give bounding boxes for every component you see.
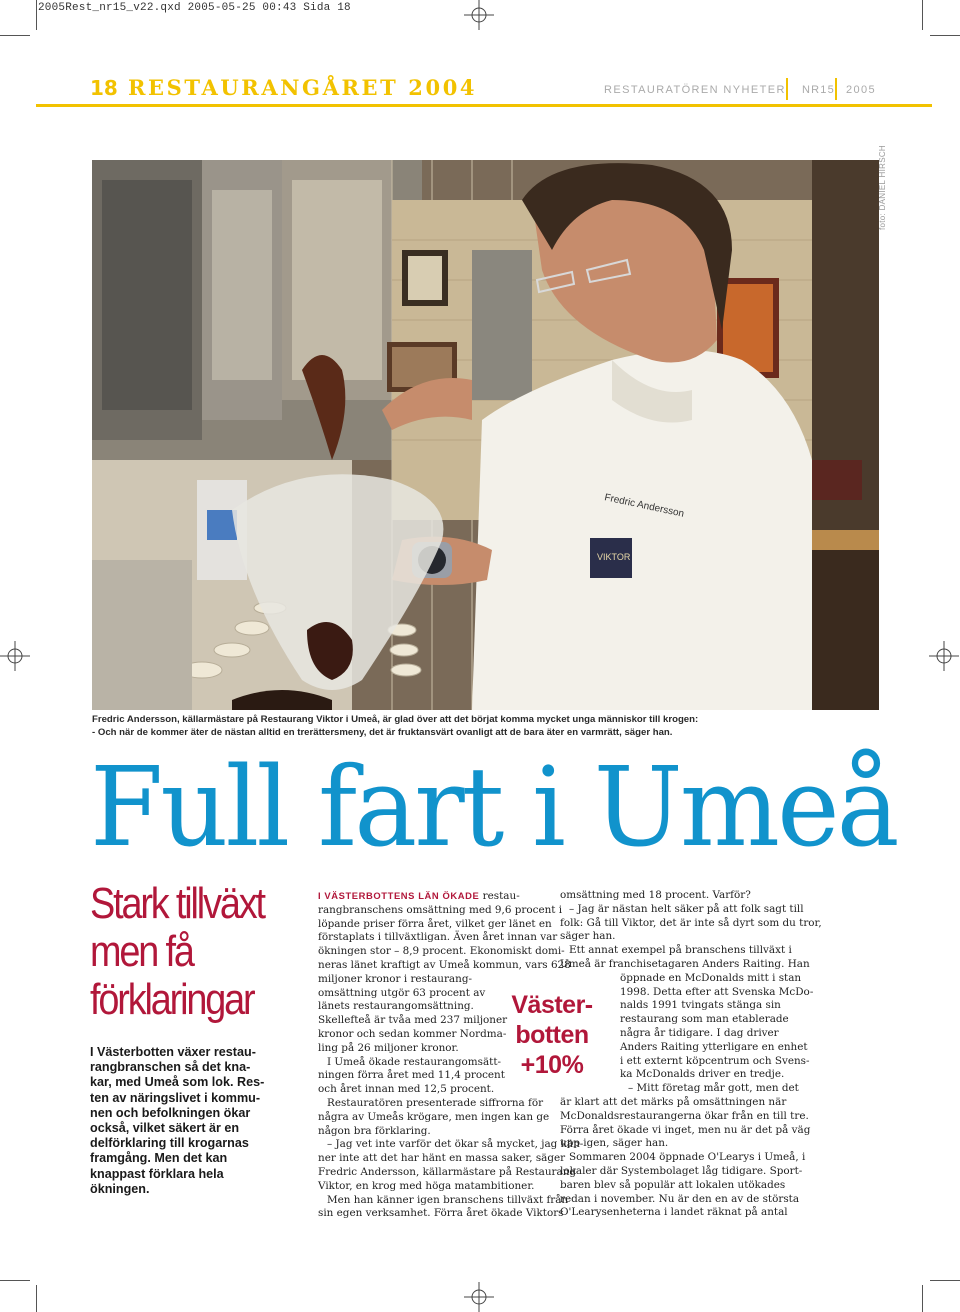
registration-mark-icon	[464, 1282, 494, 1312]
body-line: miljoner kronor i restaurang-	[318, 972, 472, 985]
lead-in: I VÄSTERBOTTENS LÄN ÖKADE	[318, 890, 480, 901]
crop-mark	[36, 1285, 37, 1312]
body-line: restaurang som man etablerade	[620, 1013, 789, 1026]
body-line: och året innan med 12,5 procent.	[318, 1083, 495, 1096]
fact-line: +10%	[520, 1051, 584, 1079]
body-line: omsättning utgör 63 procent av	[318, 986, 486, 999]
body-line: är klart att det märks på omsättningen när	[560, 1095, 787, 1108]
body-line: – Mitt företag mår gott, men det	[628, 1082, 799, 1095]
apron-name: Fredric Andersson	[603, 492, 686, 520]
crop-mark	[922, 0, 923, 30]
fact-line: botten	[515, 1021, 589, 1049]
lead-in-rest: restau-	[479, 890, 520, 902]
chef-photo	[92, 160, 879, 710]
body-line: Viktor, en krog med höga matambitioner.	[318, 1179, 535, 1192]
body-line: lokaler där Systembolaget låg tidigare. Sport-	[560, 1164, 803, 1177]
caption-line: - Och när de kommer äter de nästan alltid en trerättersmeny, det är fruktansvärt ovanligt att de bara äter en varmrätt, säger han.	[92, 727, 673, 739]
body-line: upp igen, säger han.	[560, 1137, 669, 1150]
crop-mark	[922, 1285, 923, 1312]
body-line: några år tidigare. I dag driver	[620, 1026, 779, 1039]
body-line	[318, 889, 550, 904]
body-line: McDonaldsrestaurangerna ökar från en till tre.	[560, 1109, 809, 1122]
fact-line: Väster-	[511, 991, 593, 1019]
body-line: I Umeå ökade restaurangomsätt-	[327, 1055, 502, 1068]
ingress-line: kar, med Umeå som lok. Res-	[90, 1075, 265, 1090]
subhead-line: förklaringar	[90, 975, 254, 1024]
body-line: neras länet kraftigt av Umeå kommun, vars 628	[318, 958, 571, 971]
body-line: O'Learysenheterna i landet räknat på antal	[560, 1206, 788, 1219]
body-line: ningen förra året med 11,4 procent	[318, 1069, 505, 1082]
crop-mark	[0, 35, 30, 36]
caption-line: Fredric Andersson, källarmästare på Restaurang Viktor i Umeå, är glad över att det börjat komma mycket unga människor till krogen:	[92, 714, 699, 725]
body-line: säger han.	[560, 930, 616, 943]
body-line: förstaplats i tillväxtligan. Även året innan var	[318, 931, 558, 944]
headline: Full fart i Umeå	[90, 743, 897, 871]
registration-mark-icon	[929, 641, 959, 671]
ingress-line: ökningen.	[90, 1181, 150, 1196]
photo-caption	[92, 713, 892, 739]
body-line: ökningen stor – 8,9 procent. Ekonomiskt domi-	[318, 945, 565, 958]
body-line: Restauratören presenterade siffrorna för	[327, 1096, 544, 1109]
body-line: öppnade en McDonalds mitt i stan	[620, 971, 802, 984]
body-line: folk: Gå till Viktor, det är inte så dyrt som du tror,	[560, 916, 822, 929]
issue-number: NR15	[802, 84, 835, 96]
print-slug: 2005Rest_nr15_v22.qxd 2005-05-25 00:43 Sida 18	[38, 2, 351, 14]
header-rule	[36, 104, 932, 107]
subhead-line: men få	[90, 927, 193, 976]
body-line: sin egen verksamhet. Förra året ökade Viktors	[318, 1207, 564, 1220]
page-number: 18	[90, 76, 118, 100]
ingress-line: också, vilket säkert är en	[90, 1121, 240, 1136]
running-header	[90, 74, 882, 108]
ingress-line: framgång. Men det kan	[90, 1151, 228, 1166]
body-line: Umeå är franchisetagaren Anders Raiting. Han	[560, 957, 810, 970]
body-line: Förra året ökade vi inget, men nu är det på väg	[560, 1123, 811, 1136]
body-line: 1998. Detta efter att Svenska McDo-	[620, 985, 814, 998]
paper-name: RESTAURATÖREN NYHETER	[604, 84, 786, 96]
ingress-line: nen och befolkningen ökar	[90, 1105, 251, 1120]
registration-mark-icon	[0, 641, 30, 671]
crop-mark	[36, 0, 37, 30]
body-line: ka McDonalds driver en tredje.	[620, 1068, 785, 1081]
body-line: – Jag vet inte varför det ökar så mycket, jag kän-	[327, 1138, 584, 1151]
ingress-line: I Västerbotten växer restau-	[90, 1045, 256, 1059]
body-line: några av Umeås krögare, men ingen kan ge	[318, 1110, 550, 1123]
body-line: Men han känner igen branschens tillväxt från	[327, 1193, 569, 1206]
body-line: redan i november. Nu är den en av de största	[560, 1192, 800, 1205]
ingress-line: knappast förklara hela	[90, 1166, 224, 1181]
body-line: baren blev så populär att lokalen utökades	[560, 1178, 786, 1191]
body-column-2	[560, 889, 822, 1220]
header-separator	[835, 78, 837, 100]
registration-mark-icon	[464, 0, 494, 30]
subhead-line: Stark tillväxt	[90, 879, 264, 928]
photo-credit: foto: DANIEL HIRSCH	[878, 145, 887, 230]
body-line: nalds 1991 tvingats stänga sin	[620, 999, 781, 1012]
crop-mark	[0, 1280, 30, 1281]
body-line: rangbranschens omsättning med 9,6 procent i	[318, 903, 563, 916]
body-line: – Jag är nästan helt säker på att folk sagt till	[569, 902, 804, 915]
body-line: kronor och sedan kommer Nordma-	[318, 1027, 507, 1040]
crop-mark	[930, 1280, 960, 1281]
body-line: omsättning med 18 procent. Varför?	[560, 889, 751, 901]
ingress-line: delförklaring till krogarnas	[90, 1136, 249, 1151]
subheadline	[90, 880, 271, 1024]
body-line: Fredric Andersson, källarmästare på Restaurang	[318, 1165, 577, 1178]
section-title: RESTAURANGÅRET 2004	[128, 75, 478, 100]
crop-mark	[930, 35, 960, 36]
body-line: Sommaren 2004 öppnade O'Learys i Umeå, i	[569, 1151, 806, 1164]
body-line: ling på 26 miljoner kronor.	[318, 1041, 459, 1054]
ingress-line: rangbranschen så det kna-	[90, 1060, 251, 1075]
body-line: någon bra förklaring.	[318, 1124, 431, 1137]
ingress-line: ten av näringslivet i kommu-	[90, 1090, 261, 1105]
body-line: Skellefteå är tvåa med 237 miljoner	[318, 1014, 508, 1027]
body-line: ner inte att det har hänt en massa saker, säger	[318, 1152, 566, 1165]
ingress-text	[90, 1045, 265, 1197]
body-line: löpande priser förra året, vilket ger länet en	[318, 917, 552, 930]
apron-badge: VIKTOR	[597, 552, 631, 562]
body-line: länets restaurangomsättning.	[318, 1000, 474, 1013]
body-line: Anders Raiting ytterligare en enhet	[620, 1040, 808, 1053]
header-separator	[786, 78, 788, 100]
body-line: i ett externt köpcentrum och Svens-	[620, 1054, 810, 1067]
body-line: Ett annat exempel på branschens tillväxt i	[569, 944, 792, 957]
issue-year: 2005	[846, 84, 877, 96]
